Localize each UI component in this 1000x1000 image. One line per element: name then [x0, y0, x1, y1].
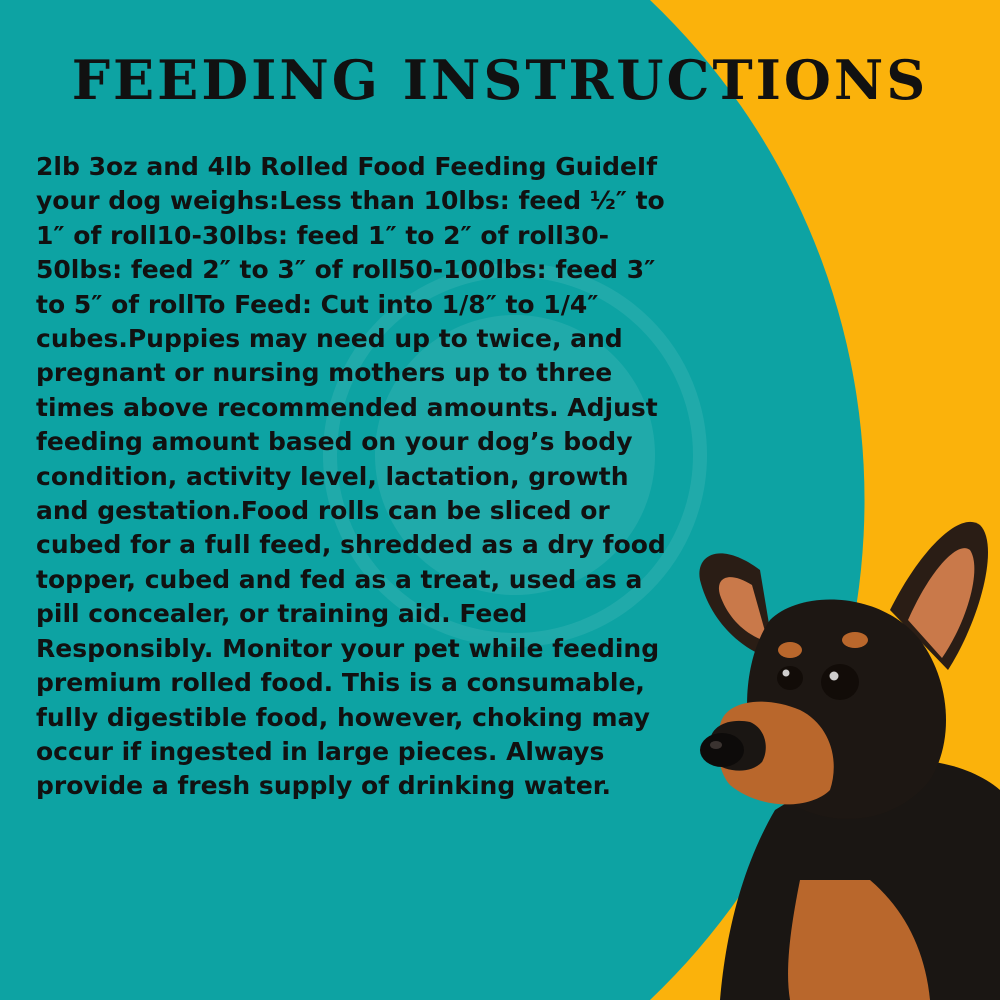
page-title: FEEDING INSTRUCTIONS — [71, 48, 929, 112]
instructions-text: 2lb 3oz and 4lb Rolled Food Feeding GuideIf your dog weighs:Less than 10lbs: feed ½″ to 1″ of roll10-30lbs: feed 1″ to 2″ of roll30-50lbs: feed 2″ to 3″ of roll50-100lbs: feed 3″ to 5″ of rollTo Feed: Cut into 1/8″ to 1/4″ cubes.Puppies may need up to twice, and pregnant or nursing mothers up to three times above recommended amounts. Adjust feeding amount based on your dog’s body condition, activity level, lactation, growth and gestation.Food rolls can be sliced or cubed for a full feed, shredded as a dry food topper, cubed and fed as a treat, used as a pill concealer, or training aid. Feed Responsibly. Monitor your pet while feeding premium rolled food. This is a consumable, fully digestible food, however, choking may occur if ingested in large pieces. Always provide a fresh supply of drinking water. — [36, 152, 666, 801]
dog-photo-illustration — [680, 510, 1000, 1000]
